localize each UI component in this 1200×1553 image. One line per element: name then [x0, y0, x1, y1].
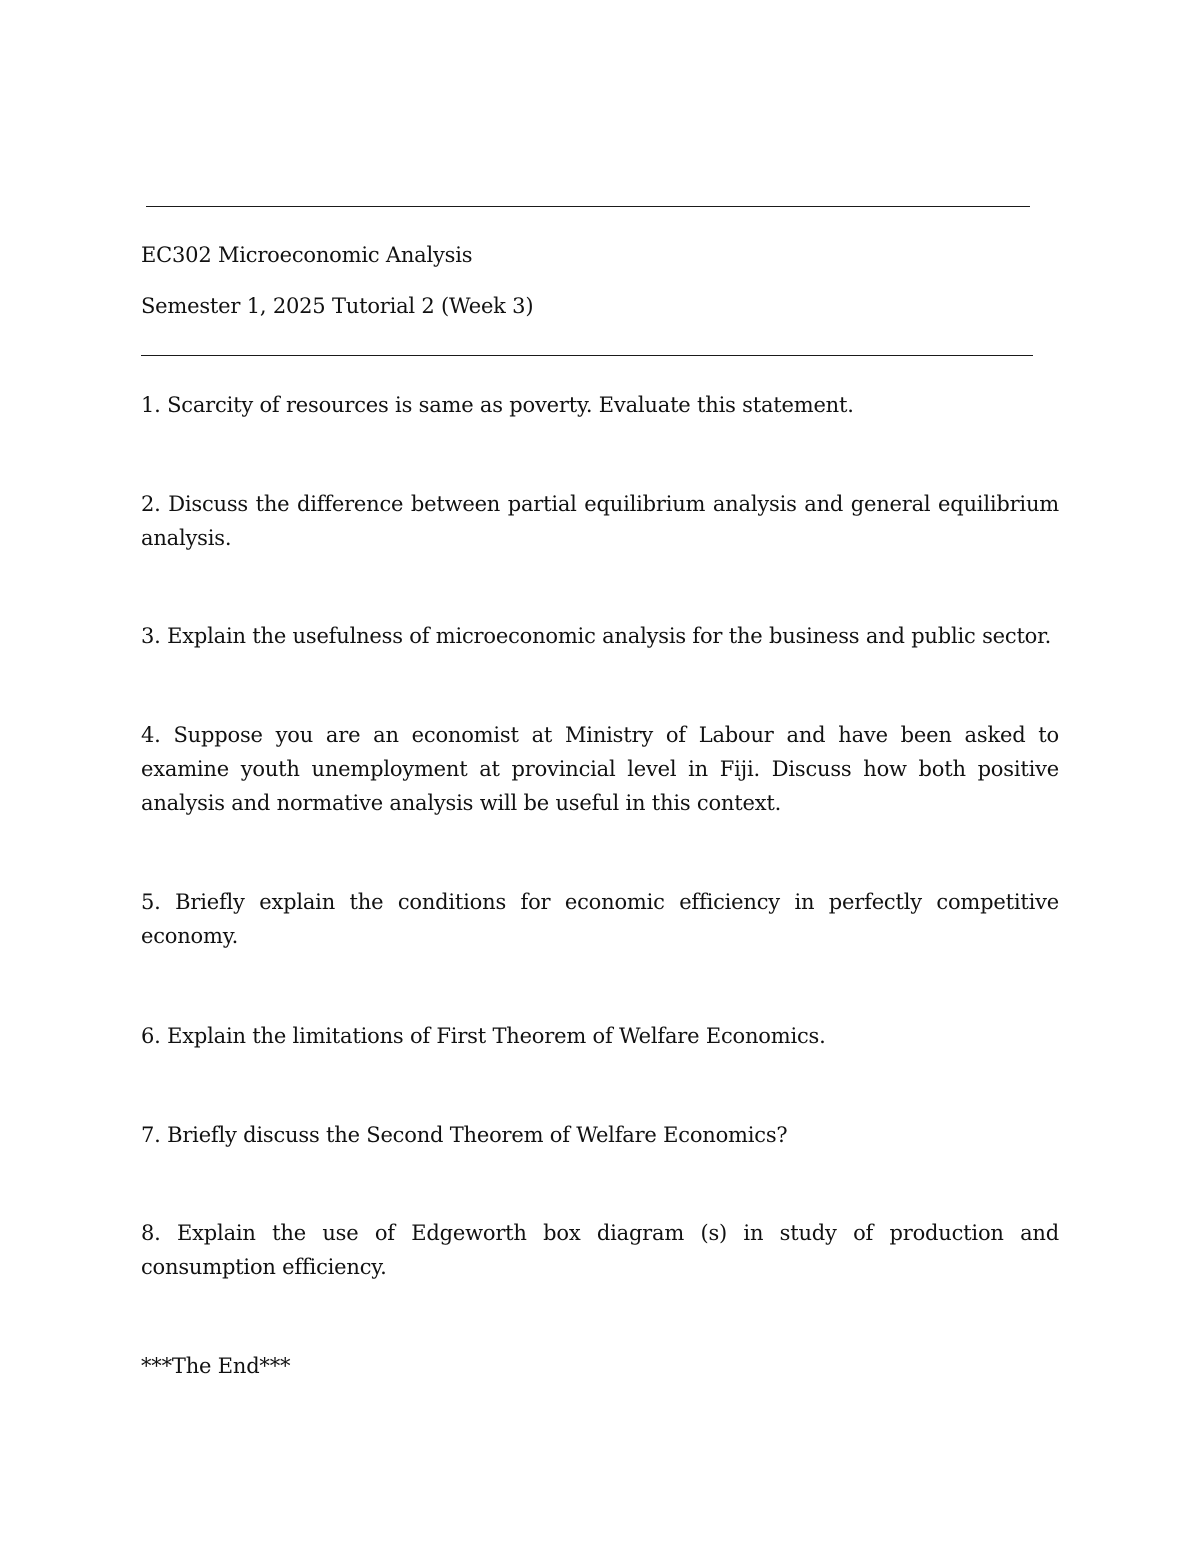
question-8: 8. Explain the use of Edgeworth box diagram (s) in study of production and consumption efficiency. [141, 1221, 1059, 1279]
top-divider-line [146, 206, 1030, 207]
question-4: 4. Suppose you are an economist at Ministry of Labour and have been asked to examine youth unemployment at provincial level in Fiji. Discuss how both positive analysis and normative analysis will be useful in this context. [141, 723, 1059, 815]
question-3: 3. Explain the usefulness of microeconomic analysis for the business and public sector. [141, 624, 1052, 648]
question-7: 7. Briefly discuss the Second Theorem of Welfare Economics? [141, 1123, 788, 1147]
header-bottom-divider-line [141, 355, 1033, 356]
question-6: 6. Explain the limitations of First Theorem of Welfare Economics. [141, 1024, 826, 1048]
question-1: 1. Scarcity of resources is same as poverty. Evaluate this statement. [141, 393, 854, 417]
question-2: 2. Discuss the difference between partial equilibrium analysis and general equilibrium analysis. [141, 492, 1059, 550]
semester-line: Semester 1, 2025 Tutorial 2 (Week 3) [141, 294, 534, 318]
course-title: EC302 Microeconomic Analysis [141, 243, 473, 267]
question-5: 5. Briefly explain the conditions for economic efficiency in perfectly competitive economy. [141, 890, 1059, 948]
end-marker: ***The End*** [141, 1354, 291, 1378]
